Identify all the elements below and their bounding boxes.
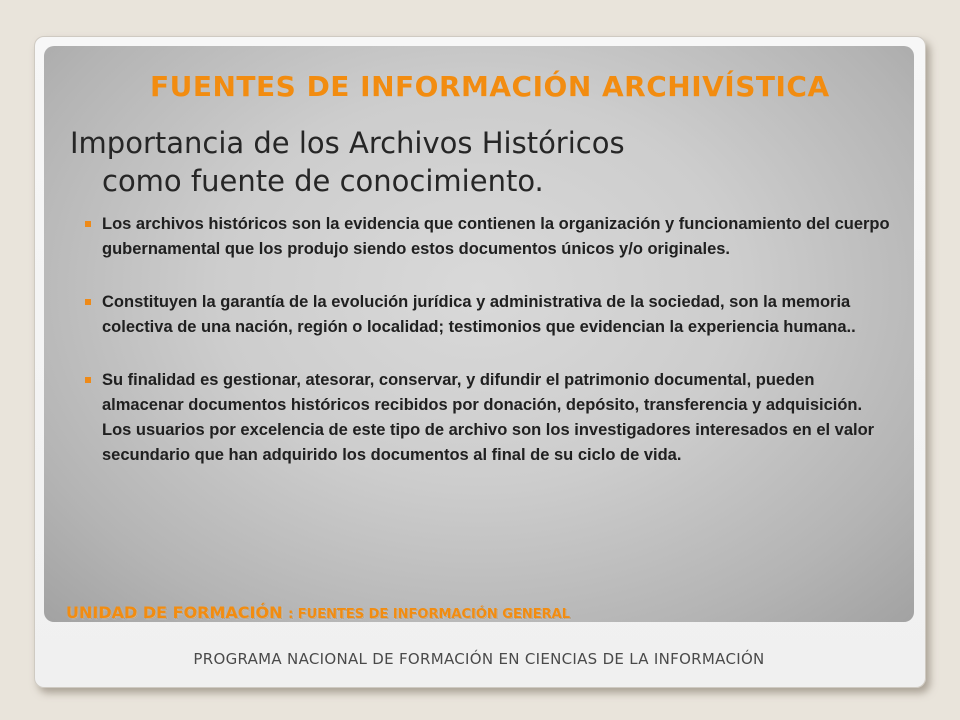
- bullet-text: Los archivos históricos son la evidencia que contienen la organización y funcionamiento del cuerpo gubernamental que los produjo siendo estos documentos únicos y/o originales.: [102, 215, 890, 258]
- unit-label-heading: UNIDAD DE FORMACIÓN: [66, 603, 283, 622]
- bullet-text: Constituyen la garantía de la evolución jurídica y administrativa de la sociedad, son la memoria colectiva de una nación, región o localidad; testimonios que evidencian la experiencia humana..: [102, 293, 856, 336]
- unit-label-name: : FUENTES DE INFORMACIÓN GENERAL: [288, 607, 570, 622]
- bullet-item: [85, 212, 895, 262]
- bullet-text: Su finalidad es gestionar, atesorar, conservar, y difundir el patrimonio documental, pueden almacenar documentos históricos recibidos por donación, depósito, transferencia y adquisición. Los usuarios por excelencia de este tipo de archivo son los investigadores interesados en el valor secundario que han adquirido los documentos al final de su ciclo de vida.: [102, 371, 875, 464]
- bullet-item: [85, 290, 895, 340]
- square-bullet-icon: [85, 299, 91, 305]
- slide-subtitle-line-2: como fuente de conocimiento.: [102, 164, 544, 198]
- bullet-list: [85, 212, 895, 496]
- unit-label: [66, 603, 570, 622]
- square-bullet-icon: [85, 221, 91, 227]
- slide-title: FUENTES DE INFORMACIÓN ARCHIVÍSTICA: [150, 70, 830, 103]
- slide-subtitle: [70, 124, 870, 200]
- square-bullet-icon: [85, 377, 91, 383]
- program-footer: PROGRAMA NACIONAL DE FORMACIÓN EN CIENCIAS DE LA INFORMACIÓN: [193, 650, 765, 668]
- slide-subtitle-line-1: Importancia de los Archivos Históricos: [70, 126, 625, 160]
- bullet-item: [85, 368, 895, 468]
